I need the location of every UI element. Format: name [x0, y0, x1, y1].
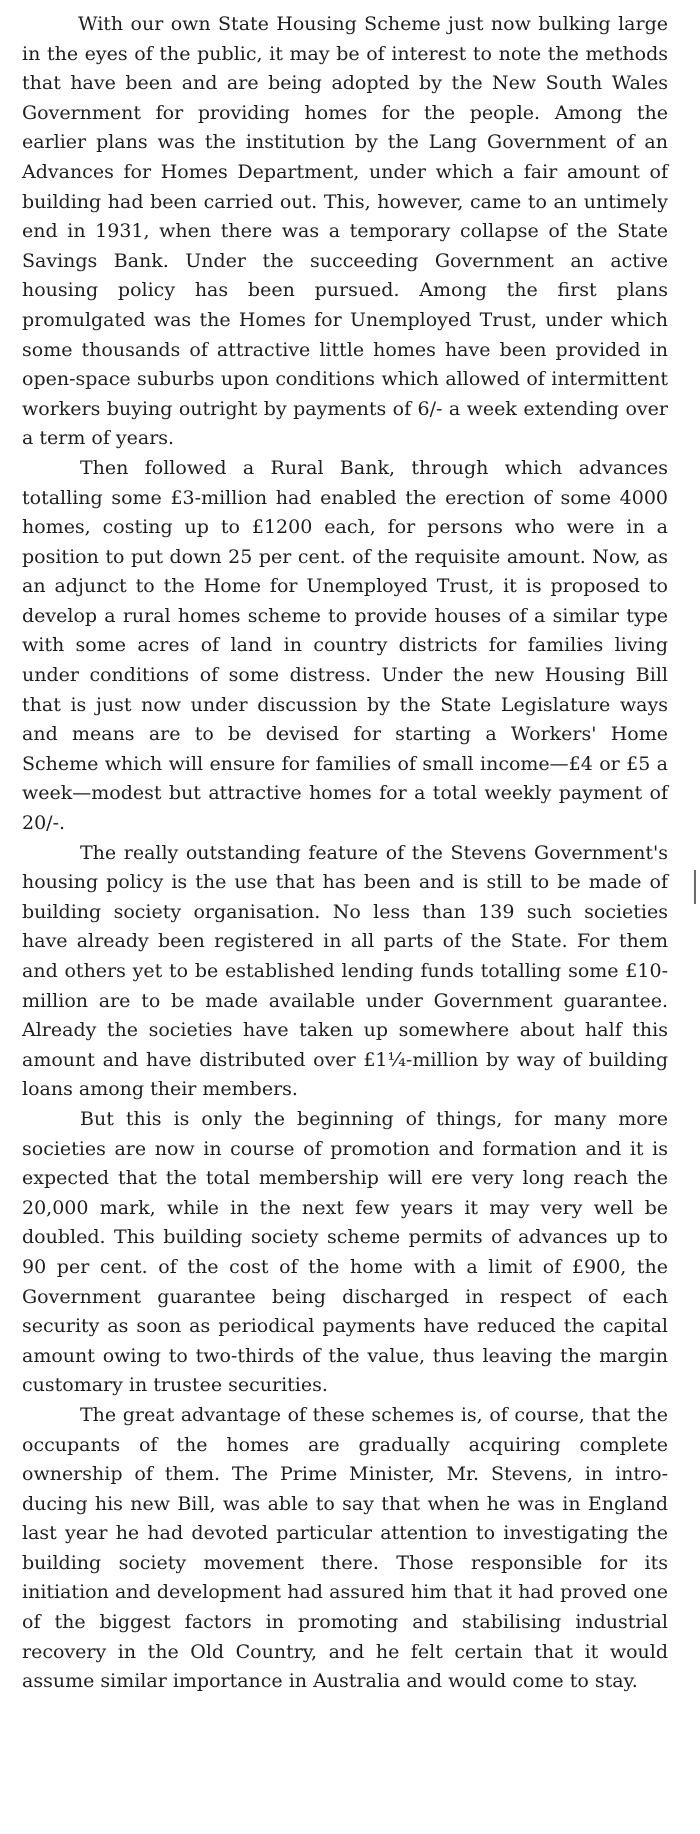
- article-column: [22, 10, 668, 1697]
- page-edge-mark: [694, 870, 696, 904]
- paragraph-state-housing: With our own State Housing Scheme just now bulking large in the eyes of the public, it may be of interest to note the methods that have been and are being adopted by the New South Wales Government for providing homes for the people. Among the earlier plans was the institution by the Lang Government of an Advances for Homes Department, under which a fair amount of building had been carried out. This, however, came to an untimely end in 1931, when there was a temporary collapse of the State Savings Bank. Under the succeeding Government an active housing policy has been pursued. Among the first plans promulgated was the Homes for Unemployed Trust, under which some thousands of attractive little homes have been provided in open-space suburbs upon conditions which allowed of intermittent workers buying outright by payments of 6/- a week extending over a term of years.: [22, 13, 668, 450]
- paragraph-rural-bank: Then followed a Rural Bank, through which advances totalling some £3-million had enabled the erection of some 4000 homes, costing up to £1200 each, for persons who were in a position to put down 25 per cent. of the requisite amount. Now, as an adjunct to the Home for Unemployed Trust, it is proposed to develop a rural homes scheme to provide houses of a similar type with some acres of land in country districts for families living under conditions of some distress. Under the new Housing Bill that is just now under discussion by the State Legislature ways and means are to be devised for starting a Workers' Home Scheme which will ensure for families of small income—£4 or £5 a week—modest but attractive homes for a total weekly payment of 20/-.: [22, 456, 668, 835]
- paragraph-building-societies: The really outstanding feature of the Stevens Government's housing policy is the use that has been and is still to be made of building society organisation. No less than 139 such societies have already been registered in all parts of the State. For them and others yet to be established lending funds totalling some £10-million are to be made available under Government guarantee. Already the societies have taken up somewhere about half this amount and have distributed over £1¼-million by way of building loans among their members.: [22, 841, 668, 1101]
- paragraph-advantages: The great advantage of these schemes is, of course, that the occupants of the homes are gradually acquiring complete ownership of them. The Prime Minister, Mr. Stevens, in introducing his new Bill, was able to say that when he was in England last year he had devoted particular attention to investigating the building society movement there. Those responsible for its initiation and development had assured him that it had proved one of the biggest factors in promoting and stabilising industrial recovery in the Old Country, and he felt certain that it would assume similar importance in Australia and would come to stay.: [22, 1403, 668, 1693]
- paragraph-membership: But this is only the beginning of things, for many more societies are now in course of promotion and formation and it is expected that the total membership will ere very long reach the 20,000 mark, while in the next few years it may very well be doubled. This building society scheme permits of advances up to 90 per cent. of the cost of the home with a limit of £900, the Government guarantee being discharged in respect of each security as soon as periodical payments have reduced the capital amount owing to two-thirds of the value, thus leaving the margin customary in trustee securities.: [22, 1107, 668, 1397]
